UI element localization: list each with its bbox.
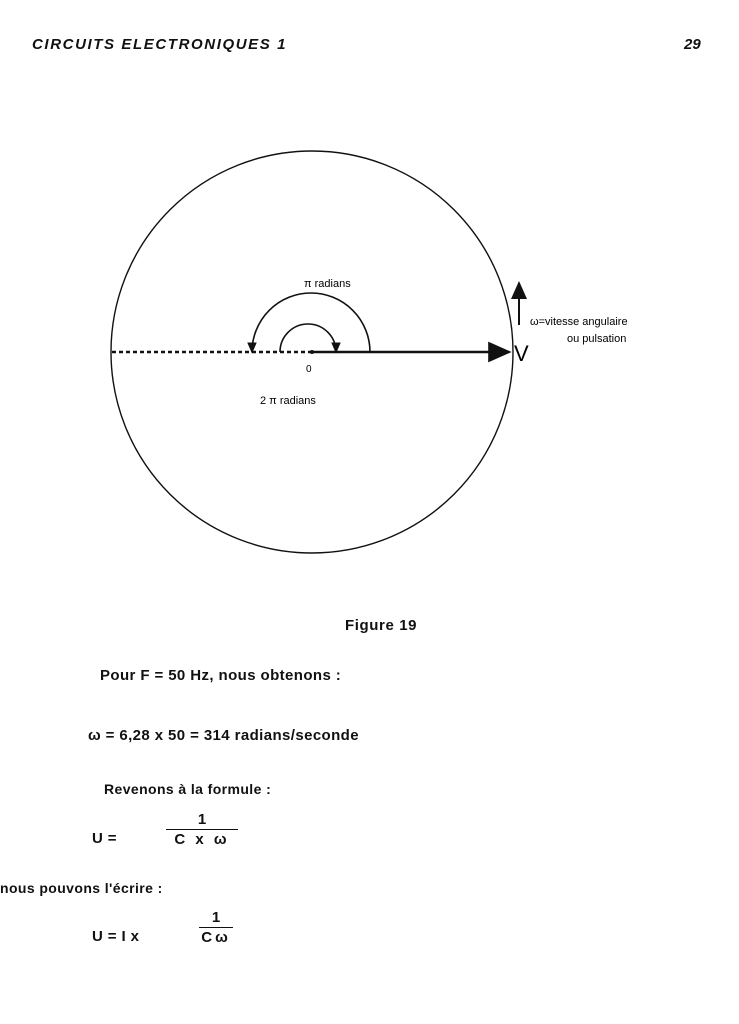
paragraph-return-formula: Revenons à la formule : <box>104 781 272 797</box>
vector-v-label: V <box>514 341 529 366</box>
omega-definition-line2: ou pulsation <box>567 333 627 345</box>
paragraph-rewrite: nous pouvons l'écrire : <box>0 880 163 896</box>
formula2-denominator: Cω <box>201 929 231 946</box>
formula1-fraction <box>166 811 238 850</box>
paragraph-frequency: Pour F = 50 Hz, nous obtenons : <box>100 667 342 684</box>
omega-definition-line1: ω=vitesse angulaire <box>530 316 628 328</box>
formula2-lhs: U = I x <box>92 928 140 945</box>
running-header-title: CIRCUITS ELECTRONIQUES 1 <box>32 36 288 53</box>
formula1-denominator: C x ω <box>174 831 230 848</box>
formula1-lhs: U = <box>92 830 117 847</box>
formula1-numerator: 1 <box>197 811 207 828</box>
two-pi-radians-label: 2 π radians <box>260 395 316 407</box>
figure-caption: Figure 19 <box>345 617 418 634</box>
page-number: 29 <box>684 36 701 53</box>
formula2-numerator: 1 <box>211 909 221 926</box>
center-label: 0 <box>306 364 312 375</box>
paragraph-omega-calculation: ω = 6,28 x 50 = 314 radians/seconde <box>88 727 359 744</box>
formula2-fraction <box>199 909 233 948</box>
pi-arc-arrow <box>252 293 370 352</box>
pi-radians-label: π radians <box>304 278 351 290</box>
two-pi-arc-arrow <box>280 324 336 352</box>
center-point <box>310 350 314 354</box>
